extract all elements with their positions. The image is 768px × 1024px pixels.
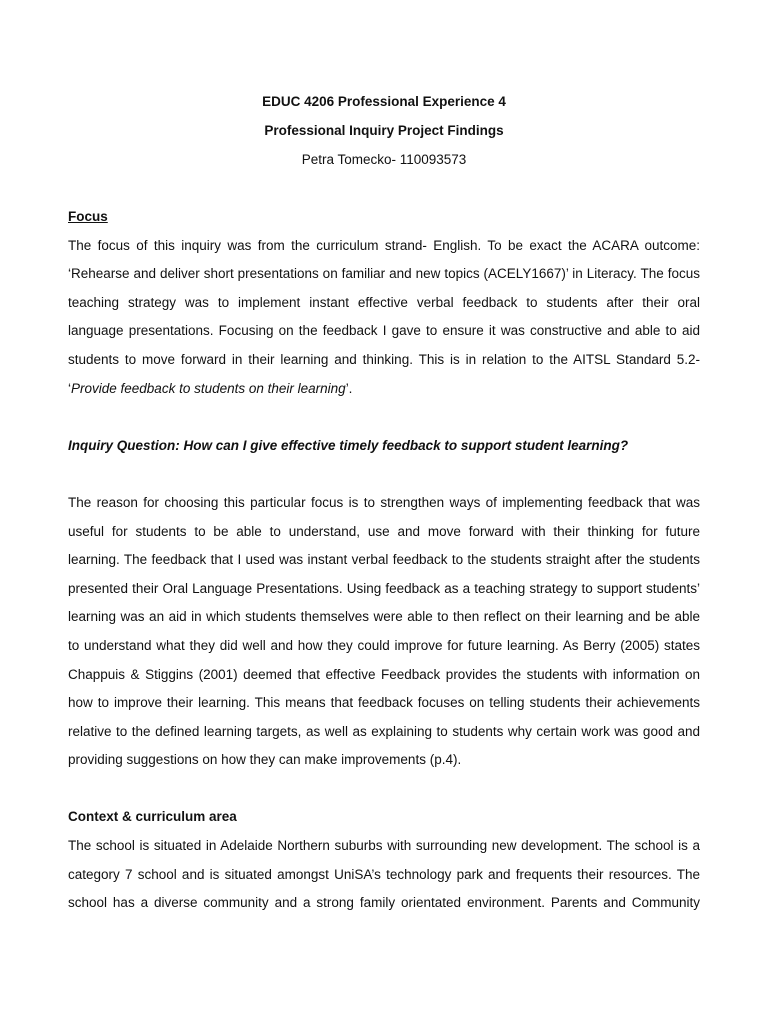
reason-line: to understand what they did well and how they could improve for future learning. As Berry (2005) states [68, 637, 700, 653]
context-line: school has a diverse community and a strong family orientated environment. Parents and Community [68, 895, 700, 911]
author-line: Petra Tomecko- 110093573 [301, 152, 467, 167]
focus-heading: Focus [68, 209, 108, 224]
reason-line: relative to the defined learning targets, as well as explaining to students why certain work was good and [68, 723, 700, 739]
context-line: category 7 school and is situated amongst UniSA’s technology park and frequents their resources. The [68, 866, 700, 882]
focus-line: The focus of this inquiry was from the curriculum strand- English. To be exact the ACARA outcome: [68, 237, 700, 253]
focus-line: teaching strategy was to implement instant effective verbal feedback to students after their oral [68, 294, 700, 310]
reason-line: presented their Oral Language Presentations. Using feedback as a teaching strategy to support students’ [68, 580, 700, 596]
reason-line: learning. The feedback that I used was instant verbal feedback to the students straight after the students [68, 552, 700, 568]
focus-line: students to move forward in their learning and thinking. This is in relation to the AITSL Standard 5.2- [68, 351, 700, 367]
context-paragraph [68, 832, 700, 918]
focus-paragraph [68, 232, 700, 404]
spacer [68, 403, 700, 432]
reason-line: Chappuis & Stiggins (2001) deemed that effective Feedback provides the students with information on [68, 666, 700, 682]
reason-line: how to improve their learning. This means that feedback focuses on telling students their achievements [68, 695, 700, 711]
inquiry-question: Inquiry Question: How can I give effective timely feedback to support student learning? [68, 437, 629, 453]
reason-line: learning was an aid in which students themselves were able to then reflect on their learning and be able [68, 609, 700, 625]
spacer [68, 775, 700, 804]
reason-line: The reason for choosing this particular focus is to strengthen ways of implementing feedback that was [68, 494, 700, 510]
focus-line-last [68, 375, 700, 404]
focus-line: ‘Rehearse and deliver short presentations on familiar and new topics (ACELY1667)’ in Literacy. The focus [68, 266, 700, 282]
reason-line-last: providing suggestions on how they can make improvements (p.4). [68, 752, 462, 768]
context-heading: Context & curriculum area [68, 809, 237, 825]
aitsl-standard-quote: Provide feedback to students on their learning [71, 380, 346, 396]
focus-line: language presentations. Focusing on the feedback I gave to ensure it was constructive and able to aid [68, 323, 700, 339]
document-title: Professional Inquiry Project Findings [264, 123, 504, 138]
quote-close: ’. [345, 380, 353, 396]
document-page [68, 0, 700, 1024]
context-line: The school is situated in Adelaide Northern suburbs with surrounding new development. The school is a [68, 838, 700, 854]
quote-open: ‘ [68, 380, 71, 396]
course-title: EDUC 4206 Professional Experience 4 [262, 94, 506, 109]
spacer [68, 174, 700, 203]
spacer [68, 460, 700, 489]
reason-line: useful for students to be able to understand, use and move forward with their thinking for future [68, 523, 700, 539]
reason-paragraph [68, 489, 700, 775]
